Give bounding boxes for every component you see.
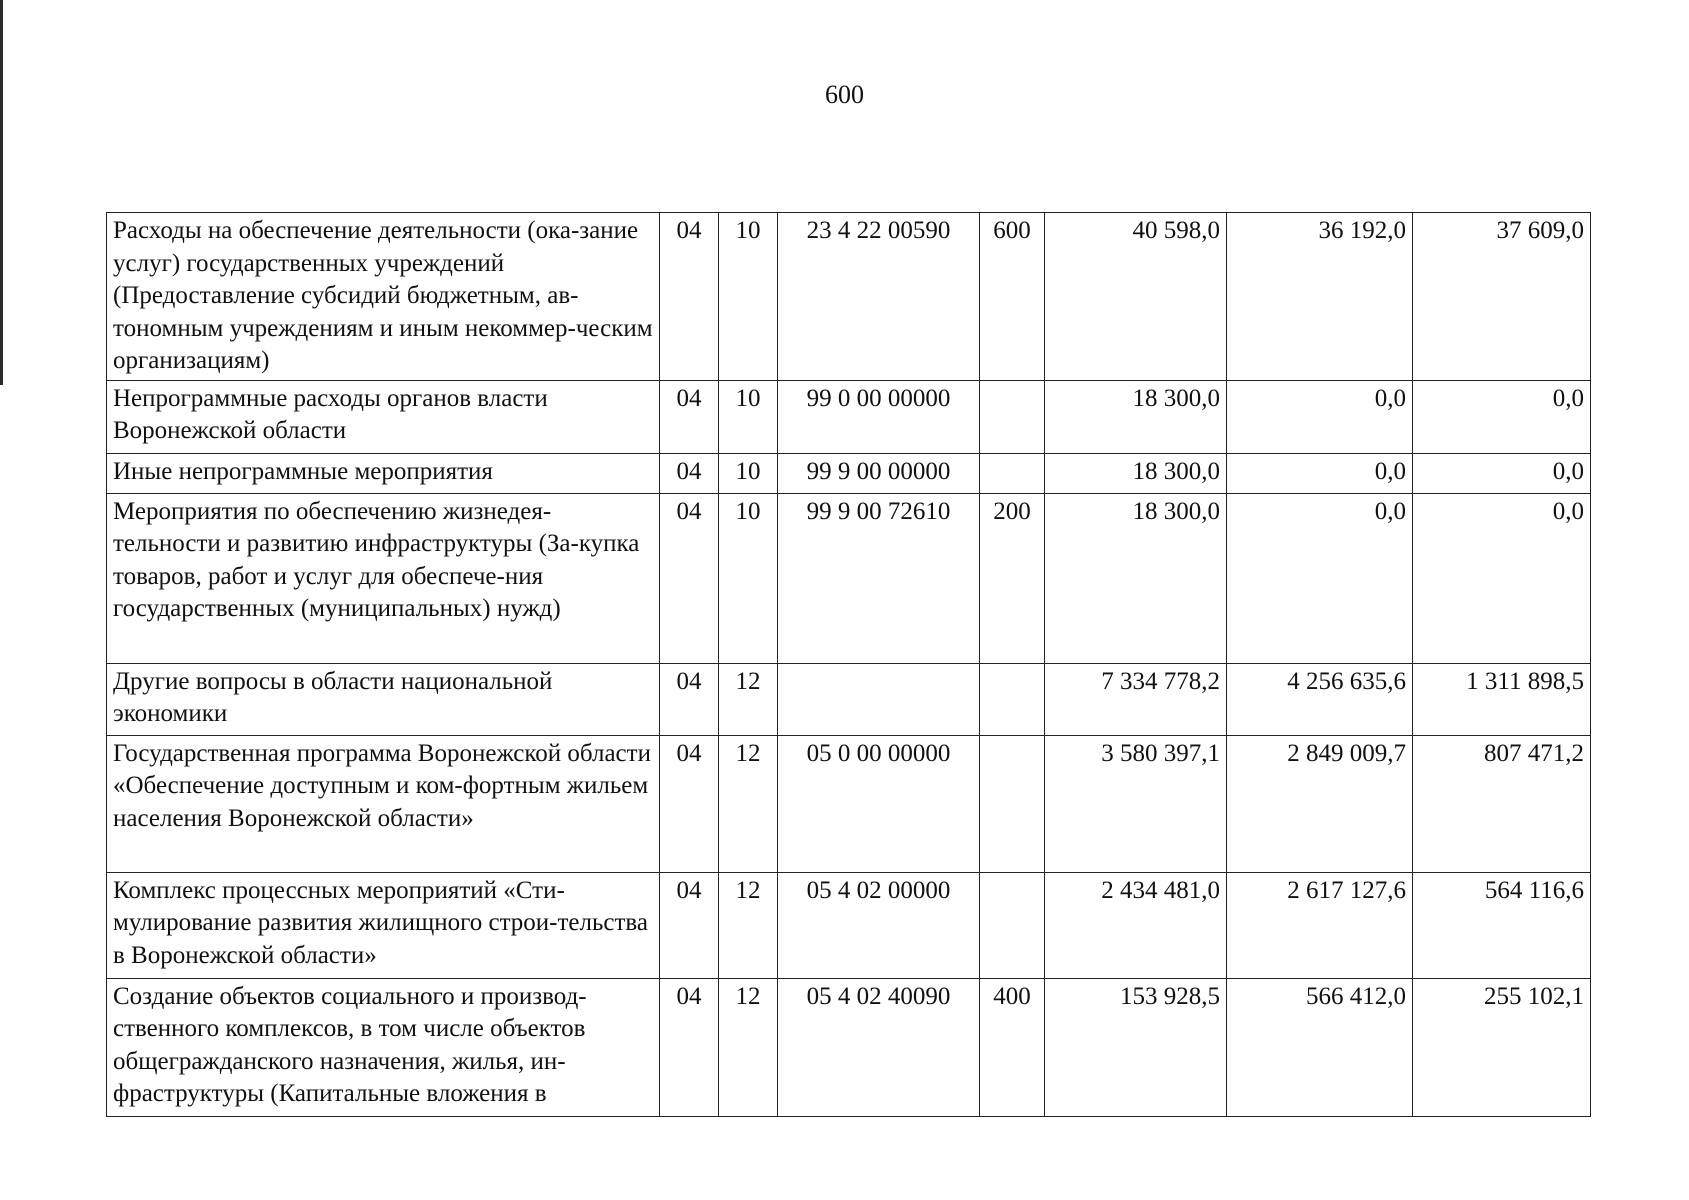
table-row (107, 663, 1591, 735)
row-sum-2: 566 412,0 (1227, 978, 1413, 1116)
row-name: Создание объектов социального и производ-ственного комплексов, в том числе объектов общегражданского назначения, жилья, ин-фраструктуры (Капитальные вложения в (107, 978, 660, 1116)
row-sum-2: 0,0 (1227, 453, 1413, 493)
row-sum-1: 7 334 778,2 (1045, 663, 1227, 735)
row-sum-3: 807 471,2 (1413, 735, 1591, 872)
row-target-item: 05 4 02 00000 (778, 872, 980, 978)
row-sum-3: 0,0 (1413, 380, 1591, 453)
row-section: 04 (660, 978, 719, 1116)
row-name: Иные непрограммные мероприятия (107, 453, 660, 493)
row-subsection: 10 (719, 493, 778, 663)
row-sum-3: 37 609,0 (1413, 213, 1591, 381)
row-expense-type (980, 735, 1045, 872)
page-number: 600 (825, 80, 864, 109)
row-section: 04 (660, 663, 719, 735)
row-expense-type: 400 (980, 978, 1045, 1116)
row-sum-1: 40 598,0 (1045, 213, 1227, 381)
row-section: 04 (660, 380, 719, 453)
row-sum-3: 255 102,1 (1413, 978, 1591, 1116)
row-subsection: 10 (719, 453, 778, 493)
row-expense-type (980, 663, 1045, 735)
row-sum-2: 0,0 (1227, 493, 1413, 663)
row-name: Другие вопросы в области национальной экономики (107, 663, 660, 735)
row-subsection: 12 (719, 663, 778, 735)
row-target-item: 05 0 00 00000 (778, 735, 980, 872)
row-target-item: 99 9 00 00000 (778, 453, 980, 493)
table-row (107, 380, 1591, 453)
row-section: 04 (660, 872, 719, 978)
row-target-item (778, 663, 980, 735)
table-row (107, 872, 1591, 978)
row-section: 04 (660, 735, 719, 872)
row-sum-2: 4 256 635,6 (1227, 663, 1413, 735)
table-row (107, 213, 1591, 381)
row-subsection: 12 (719, 735, 778, 872)
row-target-item: 99 9 00 72610 (778, 493, 980, 663)
row-name: Расходы на обеспечение деятельности (ока-зание услуг) государственных учреждений (Предоставление субсидий бюджетным, ав-тономным учреждениям и иным некоммер-ческим организациям) (107, 213, 660, 381)
row-expense-type: 200 (980, 493, 1045, 663)
row-subsection: 10 (719, 213, 778, 381)
row-name: Непрограммные расходы органов власти Воронежской области (107, 380, 660, 453)
scan-edge (0, 0, 3, 385)
row-sum-2: 2 849 009,7 (1227, 735, 1413, 872)
table-row (107, 493, 1591, 663)
row-sum-1: 153 928,5 (1045, 978, 1227, 1116)
table-row (107, 978, 1591, 1116)
row-sum-3: 564 116,6 (1413, 872, 1591, 978)
row-subsection: 12 (719, 978, 778, 1116)
row-name: Государственная программа Воронежской области «Обеспечение доступным и ком-фортным жильем населения Воронежской области» (107, 735, 660, 872)
row-target-item: 99 0 00 00000 (778, 380, 980, 453)
row-section: 04 (660, 453, 719, 493)
row-expense-type (980, 380, 1045, 453)
row-sum-3: 1 311 898,5 (1413, 663, 1591, 735)
row-target-item: 23 4 22 00590 (778, 213, 980, 381)
row-sum-3: 0,0 (1413, 493, 1591, 663)
row-sum-1: 2 434 481,0 (1045, 872, 1227, 978)
row-expense-type (980, 872, 1045, 978)
row-section: 04 (660, 493, 719, 663)
row-target-item: 05 4 02 40090 (778, 978, 980, 1116)
table-row (107, 453, 1591, 493)
row-sum-2: 0,0 (1227, 380, 1413, 453)
row-sum-1: 3 580 397,1 (1045, 735, 1227, 872)
budget-table (106, 212, 1591, 1117)
row-sum-2: 2 617 127,6 (1227, 872, 1413, 978)
row-name: Мероприятия по обеспечению жизнедея-тельности и развитию инфраструктуры (За-купка товаров, работ и услуг для обеспече-ния государственных (муниципальных) нужд) (107, 493, 660, 663)
row-name: Комплекс процессных мероприятий «Сти-мулирование развития жилищного строи-тельства в Воронежской области» (107, 872, 660, 978)
row-sum-3: 0,0 (1413, 453, 1591, 493)
row-sum-1: 18 300,0 (1045, 493, 1227, 663)
row-section: 04 (660, 213, 719, 381)
row-sum-2: 36 192,0 (1227, 213, 1413, 381)
row-expense-type: 600 (980, 213, 1045, 381)
row-subsection: 12 (719, 872, 778, 978)
table-row (107, 735, 1591, 872)
row-sum-1: 18 300,0 (1045, 453, 1227, 493)
row-subsection: 10 (719, 380, 778, 453)
row-expense-type (980, 453, 1045, 493)
row-sum-1: 18 300,0 (1045, 380, 1227, 453)
